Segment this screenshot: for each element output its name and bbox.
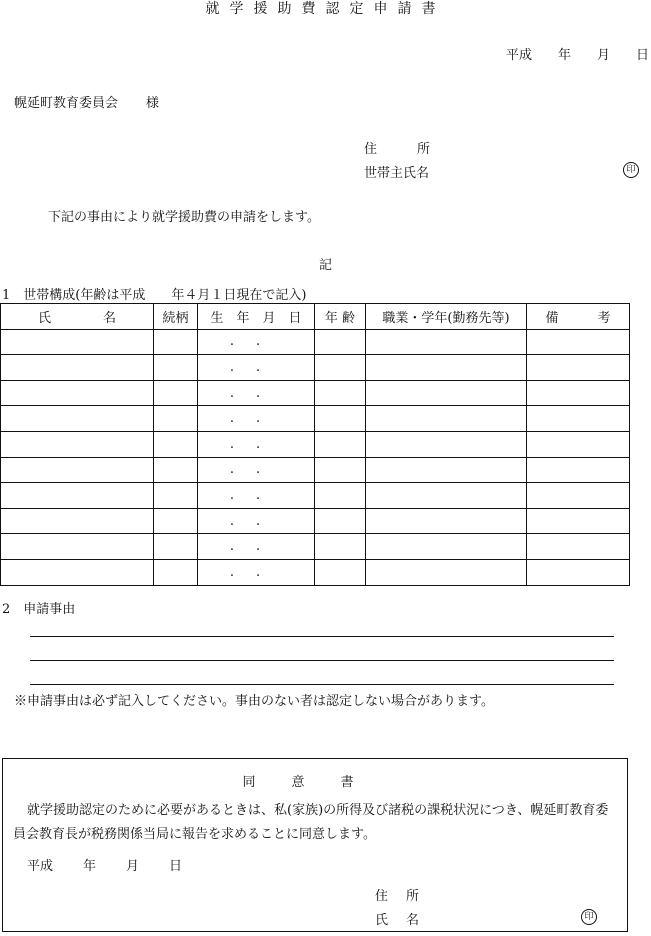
consent-address-label bbox=[375, 885, 419, 904]
cell-remarks[interactable] bbox=[527, 457, 630, 483]
cell-age[interactable] bbox=[315, 457, 366, 483]
cell-name[interactable] bbox=[1, 355, 154, 381]
address-char-2: 所 bbox=[417, 142, 431, 157]
cell-name[interactable] bbox=[1, 559, 154, 585]
table-row bbox=[1, 534, 630, 560]
cell-occupation[interactable] bbox=[366, 508, 527, 534]
consent-address-char-2: 所 bbox=[406, 889, 420, 904]
consent-date-year: 年 bbox=[83, 859, 97, 874]
header-birthdate: 生 年 月 日 bbox=[198, 304, 315, 330]
application-date bbox=[480, 44, 649, 63]
consent-box bbox=[2, 758, 628, 932]
consent-name-label bbox=[375, 909, 419, 928]
addressee-suffix: 様 bbox=[146, 96, 160, 111]
reason-line-2[interactable] bbox=[30, 660, 614, 661]
address-char-1: 住 bbox=[364, 142, 378, 157]
consent-seal-mark: 印 bbox=[581, 909, 597, 925]
table-row bbox=[1, 559, 630, 585]
cell-age[interactable] bbox=[315, 329, 366, 355]
seal-mark: 印 bbox=[623, 162, 639, 178]
cell-age[interactable] bbox=[315, 559, 366, 585]
cell-remarks[interactable] bbox=[527, 559, 630, 585]
cell-name[interactable] bbox=[1, 406, 154, 432]
cell-relation[interactable] bbox=[154, 431, 198, 457]
cell-age[interactable] bbox=[315, 483, 366, 509]
household-table bbox=[0, 303, 630, 586]
consent-body: 就学援助認定のために必要があるときは、私(家族)の所得及び諸税の課税状況につき、幌延町教育委員会教育長が税務関係当局に報告を求めることに同意します。 bbox=[13, 803, 609, 842]
cell-remarks[interactable] bbox=[527, 483, 630, 509]
section-2-heading: 2 申請事由 bbox=[2, 602, 76, 617]
cell-age[interactable] bbox=[315, 355, 366, 381]
cell-occupation[interactable] bbox=[366, 329, 527, 355]
consent-title: 同意書 bbox=[242, 775, 390, 790]
table-header-row bbox=[1, 304, 630, 330]
reason-line-3[interactable] bbox=[30, 684, 614, 685]
header-age: 年 齢 bbox=[315, 304, 366, 330]
table-row bbox=[1, 406, 630, 432]
cell-birthdate[interactable]: .. bbox=[198, 559, 315, 585]
addressee bbox=[14, 92, 159, 111]
cell-birthdate[interactable]: .. bbox=[198, 406, 315, 432]
cell-birthdate[interactable]: .. bbox=[198, 431, 315, 457]
consent-date-era: 平成 bbox=[27, 859, 54, 874]
cell-occupation[interactable] bbox=[366, 457, 527, 483]
form-title: 就学援助費認定申請書 bbox=[205, 1, 446, 17]
table-row bbox=[1, 483, 630, 509]
cell-age[interactable] bbox=[315, 380, 366, 406]
cell-name[interactable] bbox=[1, 329, 154, 355]
cell-birthdate[interactable]: .. bbox=[198, 329, 315, 355]
cell-name[interactable] bbox=[1, 508, 154, 534]
table-row bbox=[1, 355, 630, 381]
consent-address-char-1: 住 bbox=[375, 889, 389, 904]
applicant-address-label bbox=[364, 138, 430, 157]
cell-relation[interactable] bbox=[154, 406, 198, 432]
cell-occupation[interactable] bbox=[366, 559, 527, 585]
cell-relation[interactable] bbox=[154, 483, 198, 509]
date-month: 月 bbox=[596, 48, 610, 63]
header-relation: 続柄 bbox=[154, 304, 198, 330]
date-era: 平成 bbox=[505, 48, 532, 63]
cell-birthdate[interactable]: .. bbox=[198, 534, 315, 560]
table-row bbox=[1, 329, 630, 355]
header-name: 氏 名 bbox=[1, 304, 154, 330]
cell-name[interactable] bbox=[1, 483, 154, 509]
table-row bbox=[1, 457, 630, 483]
household-head-label: 世帯主氏名 bbox=[364, 166, 430, 181]
cell-occupation[interactable] bbox=[366, 355, 527, 381]
cell-birthdate[interactable]: .. bbox=[198, 380, 315, 406]
cell-age[interactable] bbox=[315, 431, 366, 457]
cell-occupation[interactable] bbox=[366, 431, 527, 457]
cell-occupation[interactable] bbox=[366, 380, 527, 406]
consent-date bbox=[27, 855, 182, 874]
consent-name-char-2: 名 bbox=[406, 913, 420, 928]
consent-date-month: 月 bbox=[126, 859, 140, 874]
cell-occupation[interactable] bbox=[366, 483, 527, 509]
cell-birthdate[interactable]: .. bbox=[198, 355, 315, 381]
consent-date-day: 日 bbox=[169, 859, 183, 874]
intro-text: 下記の事由により就学援助費の申請をします。 bbox=[48, 210, 320, 225]
cell-birthdate[interactable]: .. bbox=[198, 483, 315, 509]
addressee-name: 幌延町教育委員会 bbox=[14, 96, 119, 111]
cell-remarks[interactable] bbox=[527, 508, 630, 534]
cell-name[interactable] bbox=[1, 534, 154, 560]
cell-remarks[interactable] bbox=[527, 431, 630, 457]
cell-age[interactable] bbox=[315, 508, 366, 534]
cell-name[interactable] bbox=[1, 457, 154, 483]
header-remarks: 備 考 bbox=[527, 304, 630, 330]
cell-remarks[interactable] bbox=[527, 406, 630, 432]
date-year: 年 bbox=[557, 48, 571, 63]
consent-name-char-1: 氏 bbox=[375, 913, 389, 928]
cell-age[interactable] bbox=[315, 406, 366, 432]
reason-line-1[interactable] bbox=[30, 636, 614, 637]
cell-birthdate[interactable]: .. bbox=[198, 457, 315, 483]
cell-occupation[interactable] bbox=[366, 534, 527, 560]
cell-birthdate[interactable]: .. bbox=[198, 508, 315, 534]
cell-relation[interactable] bbox=[154, 559, 198, 585]
cell-name[interactable] bbox=[1, 431, 154, 457]
cell-relation[interactable] bbox=[154, 457, 198, 483]
cell-relation[interactable] bbox=[154, 355, 198, 381]
cell-remarks[interactable] bbox=[527, 329, 630, 355]
cell-remarks[interactable] bbox=[527, 355, 630, 381]
cell-remarks[interactable] bbox=[527, 380, 630, 406]
cell-occupation[interactable] bbox=[366, 406, 527, 432]
table-row bbox=[1, 508, 630, 534]
table-row bbox=[1, 431, 630, 457]
cell-relation[interactable] bbox=[154, 329, 198, 355]
cell-name[interactable] bbox=[1, 380, 154, 406]
table-row bbox=[1, 380, 630, 406]
reason-note: ※申請事由は必ず記入してください。事由のない者は認定しない場合があります。 bbox=[14, 694, 494, 709]
ki-heading: 記 bbox=[318, 258, 332, 273]
cell-relation[interactable] bbox=[154, 534, 198, 560]
date-day: 日 bbox=[635, 48, 649, 63]
cell-relation[interactable] bbox=[154, 380, 198, 406]
cell-remarks[interactable] bbox=[527, 534, 630, 560]
cell-relation[interactable] bbox=[154, 508, 198, 534]
cell-age[interactable] bbox=[315, 534, 366, 560]
section-1-heading: 1 世帯構成(年齢は平成 年４月１日現在で記入) bbox=[2, 288, 307, 303]
header-occupation: 職業・学年(勤務先等) bbox=[366, 304, 527, 330]
